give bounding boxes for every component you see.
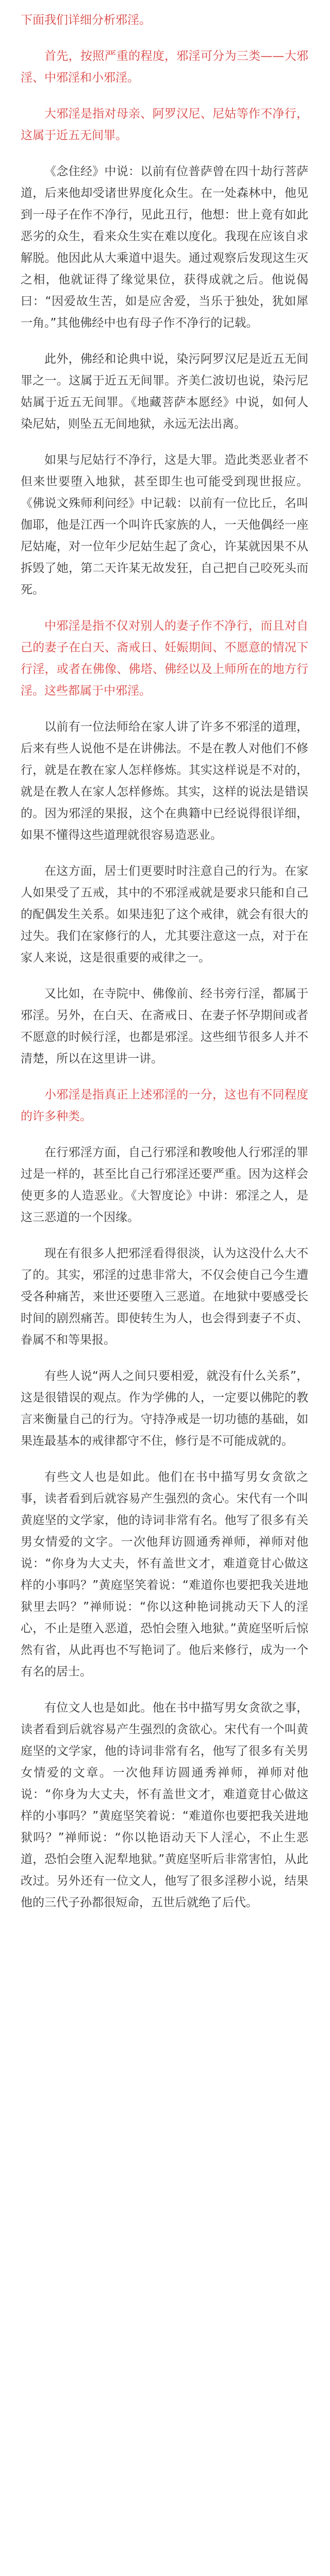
paragraph-sutra-story: 《念住经》中说：以前有位普萨曾在四十劫行菩萨道，后来他却受诸世界度化众生。在一处森林中，他见到一母子在作不净行，见此丑行，他想：世上竟有如此恶劣的众生，看来众生实在难以度化。我现在应该自求解脱。他因此从大乘道中退失。通过观察后发现这生灭之相，他就证得了缘觉果位，获得成就之后。他说偈曰：“因爱故生苦，如是应舍爱，当乐于独处，犹如犀一角。”其他佛经中也有母子作不净行的记载。 xyxy=(21,165,308,330)
intro-heading: 下面我们详细分析邪淫。 xyxy=(21,13,151,27)
paragraph-medium-misconduct: 中邪淫是指不仅对别人的妻子作不净行，而且对自己的妻子在白天、斋戒日、妊娠期间、不愿意的情况下行淫，或者在佛像、佛塔、佛经以及上师所在的地方行淫。这些都属于中邪淫。 xyxy=(21,619,308,698)
paragraph-instigation: 在行邪淫方面，自己行邪淫和教唆他人行邪淫的罪过是一样的，甚至比自己行邪淫还要严重。因为这样会使更多的人造恶业。《大智度论》中讲：邪淫之人，是这三恶道的一个因缘。 xyxy=(21,1146,308,1224)
paragraph-consequences: 现在有很多人把邪淫看得很淡，认为这没什么大不了的。其实，邪淫的过患非常大，不仅会使自己今生遭受各种痛苦，来世还要堕入三恶道。在地狱中要感受长时间的剧烈痛苦。即使转生为人，也会得到妻子不贞、眷属不和等果报。 xyxy=(21,1247,308,1347)
paragraph-literati: 有些文人也是如此。他们在书中描写男女贪欲之事，读者看到后就容易产生强烈的贪心。宋代有一个叫黄庭坚的文学家，他的诗词非常有名。他写了很多有关男女情爱的文字。一次他拜访圆通秀禅师，禅师对他说：“你身为大丈夫，怀有盖世文才，难道竟甘心做这样的小事吗？”黄庭坚笑着说：“难道你也要把我关进地狱里去吗？”禅师说：“你以这种艳词挑动天下人的淫心，不止是堕入恶道，恐怕会堕入地狱。”黄庭坚听后惊然有省，从此再也不写艳词了。他后来修行，成为一个有名的居士。 xyxy=(21,1470,308,1679)
paragraph-major-misconduct: 大邪淫是指对母亲、阿罗汉尼、尼姑等作不净行，这属于近五无间罪。 xyxy=(21,107,308,142)
paragraph-nun-offense: 此外，佛经和论典中说，染污阿罗汉尼是近五无间罪之一。这属于近五无间罪。齐美仁波切也说，染污尼姑属于近五无间罪。《地藏菩萨本愿经》中说，如何人染尼姑，则坠五无间地狱，永远无法出离。 xyxy=(21,352,308,431)
paragraph-teacher-story: 以前有一位法师给在家人讲了许多不邪淫的道理，后来有些人说他不是在讲佛法。不是在教人对他们不修行，就是在教在家人怎样修炼。其实这样说是不对的，就是在教人在家人怎样修炼。其实，这样的说法是错误的。因为邪淫的果报，这个在典籍中已经说得很详细，如果不懂得这些道理就很容易造恶业。 xyxy=(21,720,308,842)
paragraph-minor-misconduct: 小邪淫是指真正上述邪淫的一分，这也有不同程度的许多种类。 xyxy=(21,1088,308,1123)
paragraph-retribution: 如果与尼姑行不净行，这是大罪。造此类恶业者不但来世要堕入地狱，甚至即生也可能受到现世报应。《佛说文殊师利问经》中记载：以前有一位比丘，名叫伽耶，他是江西一个叫许氏家族的人，一天他偶经一座尼姑庵，对一位年少尼姑生起了贪心，许某就因果不从拆毁了她，第二天许某无故发狂，自己把自己咬死头而死。 xyxy=(21,453,308,597)
paragraph-lay-precepts: 在这方面，居士们更要时时注意自己的行为。在家人如果受了五戒，其中的不邪淫戒就是要求只能和自己的配偶发生关系。如果违犯了这个戒律，就会有很大的过失。我们在家修行的人，尤其要注意这一点，对于在家人来说，这是很重要的戒律之一。 xyxy=(21,865,308,964)
paragraph-categories: 首先，按照严重的程度，邪淫可分为三类——大邪淫、中邪淫和小邪淫。 xyxy=(21,49,308,84)
paragraph-literati-continued: 有位文人也是如此。他在书中描写男女贪欲之事，读者看到后就容易产生强烈的贪欲心。宋代有一个叫黄庭坚的文学家，他的诗词非常有名，他写了很多有关男女情爱的文章。一次他拜访圆通秀禅师，禅师对他说：“你身为大丈夫，怀有盖世文才，难道竟甘心做这样的小事吗？”黄庭坚笑着说：“难道你也要把我关进地狱吗？”禅师说：“你以艳语动天下人淫心，不止生恶道，恐怕会堕入泥犁地狱。”黄庭坚听后非常害怕，从此改过。另外还有一位文人，他写了很多淫秽小说，结果他的三代子孙都很短命，五世后就绝了后代。 xyxy=(21,1701,308,1909)
paragraph-places-times: 又比如，在寺院中、佛像前、经书旁行淫，都属于邪淫。另外，在白天、在斋戒日、在妻子怀孕期间或者不愿意的时候行淫，也都是邪淫。这些细节很多人并不清楚，所以在这里讲一讲。 xyxy=(21,987,308,1065)
article-body xyxy=(21,9,308,1913)
paragraph-wrong-views: 有些人说“两人之间只要相爱，就没有什么关系”，这是很错误的观点。作为学佛的人，一定要以佛陀的教言来衡量自己的行为。守持净戒是一切功德的基础，如果连最基本的戒律都守不住，修行是不可能成就的。 xyxy=(21,1369,308,1448)
